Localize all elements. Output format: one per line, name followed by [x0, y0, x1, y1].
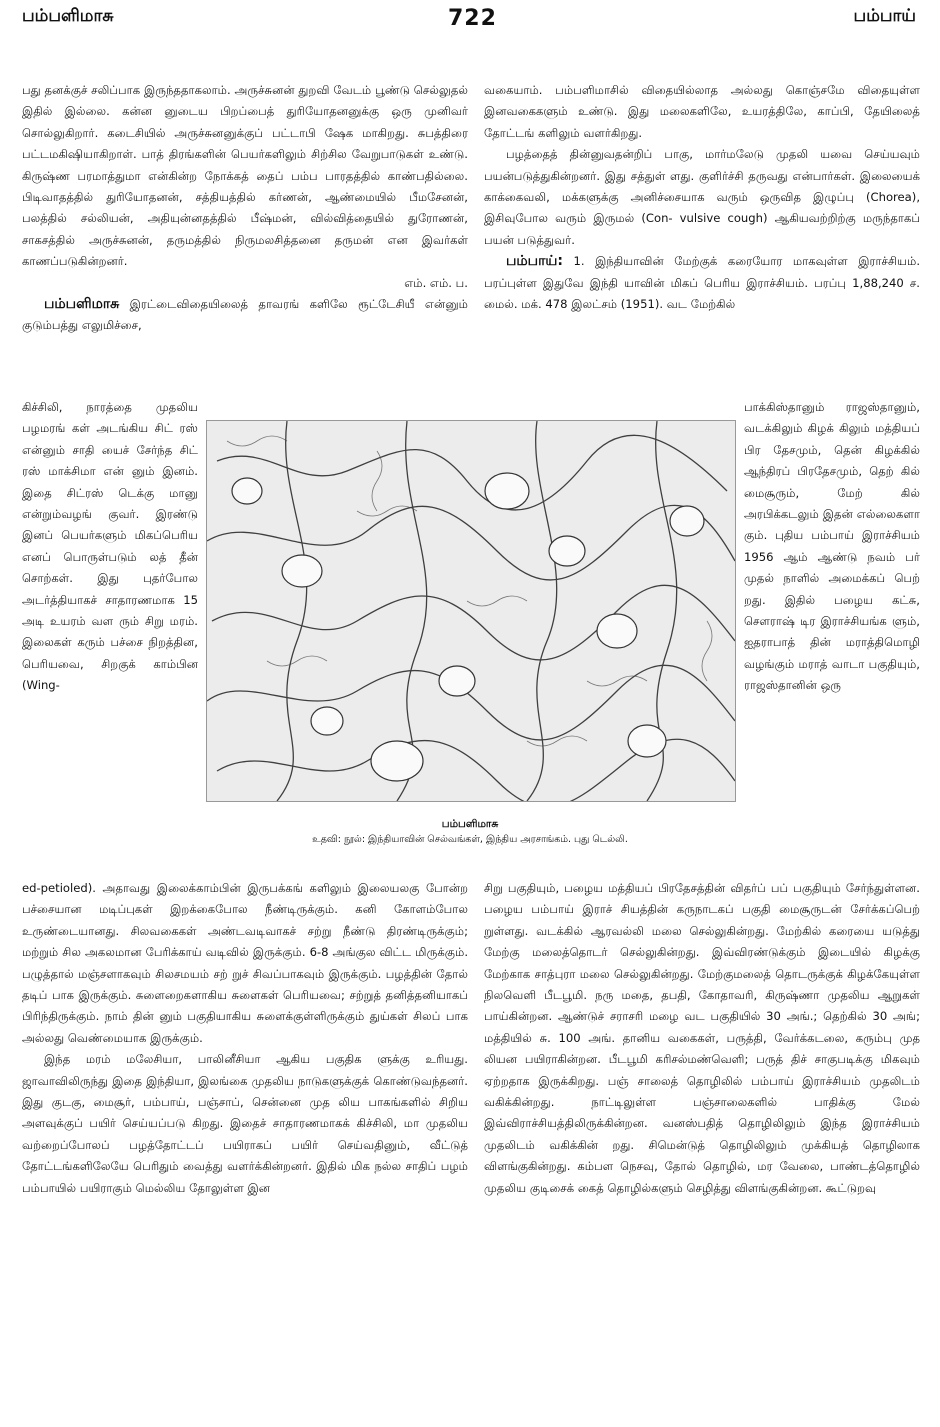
mahabharata-paragraph: பது தனக்குச் சலிப்பாக இருந்ததாகலாம். அருச்சுனன் துறவி வேடம் பூண்டு செல்லுதல் இதில் இல்லை. கன்ன னுடைய பிறப்பைத் துரியோதனனுக்கு ஒரு முனிவர் சொல்லுகிறார். கடைசியில் அருச்சுனனுக்குப் பட்டாபி ஷேக மாகிறது. சுபத்திரை பட்டமகிஷியாகிறாள். பாத் திரங்களின் பெயர்களிலும் சிற்சில வேறுபாடுகள் உண்டு. கிருஷ்ண பரமாத்துமா என்கின்ற நோக்கத் தைப் பம்ப பாரதத்தில் காண்பதில்லை. பிடிவாதத்தில் துரியோதனன், சத்தியத்தில் கர்ணன், ஆண்மையில் பீமசேனன், பலத்தில் சல்லியன், அதியுன்னதத்தில் பீஷ்மன், வில்வித்தையில் துரோணன், சாகசத்தில் அருச்சுனன், தருமத்தில் நிருமலசித்தனை தருமன் என இவர்கள் காணப்படுகின்றனர். [22, 83, 468, 269]
page-number: 722 [448, 6, 497, 31]
pomelo-distribution-paragraph: இந்த மரம் மலேசியா, பாலினீசியா ஆகிய பகுதிக ளுக்கு உரியது. ஜாவாவிலிருந்து இதை இந்தியா, இலங்கை முதலிய நாடுகளுக்குக் கொண்டுவந்தனர். இது குடகு, மைசூர், பம்பாய், பஞ்சாப், சென்னை முத லிய பாகங்களில் சிறிய அளவுக்குப் பயிர் செய்யப்படு கிறது. இதைச் சாதாரணமாகக் கிச்சிலி, மா முதலிய வற்றைப்போலப் பழத்தோட்டப் பயிராகப் பயிர் செய்வதினும், வீட்டுத் தோட்டங்களிலேயே பெரிதும் வைத்து வளர்க்கின்றனர். இதில் மிக நல்ல சாதிப் பழம் பம்பாயில் பயிராகும் மெல்லிய தோலுள்ள இன [22, 1052, 468, 1195]
pomelo-uses-paragraph: பழத்தைத் தின்னுவதன்றிப் பாகு, மார்மலேடு முதலி யவை செய்யவும் பயன்படுத்துகின்றனர். இது சத்துள் ளது. குளிர்ச்சி தருவது என்பார்கள். இலையைக் காக்கைவலி, மக்களுக்கு அனிச்சையாக வரும் ஒருவித இழுப்பு (Chorea), இசிவுபோல வரும் இருமல் (Con- vulsive cough) ஆகியவற்றிற்கு மருந்தாகப் பயன் படுத்துவர். [484, 147, 920, 247]
pomelo-intro-text: இரட்டைவிதையிலைத் தாவரங் களிலே ரூட்டேசியீ என்னும் குடும்பத்து எலுமிச்சை, [22, 297, 469, 333]
headword-pomelo: பம்பளிமாசு [44, 296, 120, 313]
pomelo-entry-intro [22, 294, 468, 337]
bombay-geography-paragraph: சிறு பகுதியும், பழைய மத்தியப் பிரதேசத்தின் விதர்ப் பப் பகுதியும் சேர்ந்துள்ளன. பழைய பம்பாய் இராச் சியத்தின் கருநாடகப் பகுதி மைசூருடன் சேர்க்கப்பெற் றுள்ளது. வடக்கில் ஆரவல்லி மலை செல்லுகின்றது. மேற்கில் கரையை யடுத்து மேற்கு மலைத்தொடர் செல்லுகின்றது. இவ்விரண்டுக்கும் இடையில் கிழக்கு மேற்காக சாத்புரா மலை செல்லுகின்றது. மேற்குமலைத் தொடருக்குக் கிழக்கேயுள்ள நிலவெளி பீடபூமி. நரு மதை, தபதி, கோதாவரி, கிருஷ்ணா முதலிய ஆறுகள் பாய்கின்றன. ஆண்டுச் சராசரி மழை வட பகுதியில் 30 அங்.; தெற்கில் 30 அங்; மத்தியில் சு. 100 அங். தானிய வகைகள், பருத்தி, வேர்க்கடலை, கரும்பு முத லியன பயிராகின்றன. பீடபூமி கரிசல்மண்வெளி; பருத் திச் சாகுபடிக்கு மிகவும் ஏற்றதாக இருக்கிறது. பஞ் சாலைத் தொழிலில் பம்பாய் இராச்சியம் முதலிடம் வகிக்கின்றது. நாட்டிலுள்ள பஞ்சாலைகளில் பாதிக்கு மேல் இவ்விராச்சியத்திலிருக்கின்றன. வனஸ்பதித் தொழிலிலும் இந்த இராச்சியம் முதலிடம் வகிக்கின் றது. சிமென்டுத் தொழிலிலும் முக்கியத் தொழிலாக விளங்குகின்றது. கம்பள நெசவு, தோல் தொழில், மர வேலை, பாண்டத்தொழில் முதலிய குடிசைக் கைத் தொழில்களும் செழித்து விளங்குகின்றன. கூட்டுறவு [484, 881, 920, 1195]
bombay-borders-wrapped: பாக்கிஸ்தானும் ராஜஸ்தானும், வடக்கிலும் கிழக் கிலும் மத்தியப் பிர தேசமும், தென் கிழக்கில் ஆந்திரப் பிரதேசமும், தெற் கில் மைசூரும், மேற் கில் அரபிக்கடலும் இதன் எல்லைகளா கும். புதிய பம்பாய் இராச்சியம் 1956 ஆம் ஆண்டு நவம் பர் முதல் நாளில் அமைக்கப் பெற் றது. இதில் பழைய கட்சு, சௌராஷ் டிர இராச்சியங்க ளும், ஐதராபாத் தின் மராத்திமொழி வழங்கும் மராத் வாடா பகுதியும், ராஜஸ்தானின் ஒரு [744, 400, 920, 693]
right-column-top [484, 80, 920, 315]
figure-caption [206, 816, 734, 848]
left-wrap-text [22, 397, 198, 697]
right-column-bottom [484, 878, 920, 1199]
pomelo-tree-photo [206, 420, 736, 802]
running-head-right: பம்பாய் [853, 6, 916, 26]
pomelo-description-wrapped: கிச்சிலி, நாரத்தை முதலிய பழமரங் கள் அடங்கிய சிட் ரஸ் என்னும் சாதி யைச் சேர்ந்த சிட் ரஸ் மாக்சிமா என் னும் இனம். இதை சிட்ரஸ் டெக்கு மானு என்றும்வழங் குவர். இரண்டு இனப் பெயர்களும் மிகப்பெரிய எனப் பொருள்படும் லத் தீன் சொற்கள். இது புதர்போல அடர்த்தியாகச் சாதாரணமாக 15 அடி உயரம் வள ரும் சிறு மரம். இலைகள் கரும் பச்சை நிறத்தின, பெரியவை, சிறகுக் காம்பின (Wing- [22, 400, 198, 693]
left-column-bottom [22, 878, 468, 1199]
left-column-top [22, 80, 468, 337]
bombay-intro-text: 1. இந்தியாவின் மேற்குக் கரையோர மாகவுள்ள இராச்சியம். பரப்புள்ள இதுவே இந்தி யாவின் மிகப் பெரிய இராச்சியம். பரப்பு 1,88,240 ச. மைல். மக். 478 இலட்சம் (1951). வட மேற்கில் [484, 254, 920, 312]
running-head-left: பம்பளிமாசு [22, 6, 114, 26]
pomelo-fruit-paragraph: ed-petioled). அதாவது இலைக்காம்பின் இருபக்கங் களிலும் இலையலகு போன்ற பச்சையான மடிப்புகள் இறக்கைபோல நீண்டிருக்கும். கனி கோளம்போல உருண்டையானது. சிலவகைகள் அண்டவடிவாகச் சற்று நீண்டு திரண்டிருக்கும்; மற்றும் சில அகலமான பேரிக்காய் வடிவில் இருக்கும். 6-8 அங்குல விட்ட மிருக்கும். பழுத்தால் மஞ்சளாகவும் சிலசமயம் சற் றுச் சிவப்பாகவும் இருக்கும். பழத்தின் தோல் தடிப் பாக இருக்கும். சுளைறைகளாகிய சுளைகள் பெரியவை; சற்றுத் தனித்தனியாகப் பிரிந்திருக்கும். நாம் தின் னும் பகுதியாகிய சுளைக்குள்ளிருக்கும் துய்கள் சிலப் பாக அல்லது வெண்மையாக இருக்கும். [22, 881, 468, 1045]
caption-credit: உதவி: நூல்: இந்தியாவின் செல்வங்கள், இந்திய அரசாங்கம். புது டெல்லி. [312, 834, 628, 845]
caption-title: பம்பளிமாசு [441, 818, 499, 830]
pomelo-varieties-paragraph: வகையாம். பம்பளிமாசில் விதையில்லாத அல்லது கொஞ்சமே விதையுள்ள இனவகைகளும் உண்டு. இது மலைகளிலே, உயரத்திலே, காப்பி, தேயிலைத் தோட்டங் களிலும் வளர்கிறது. [484, 83, 920, 140]
headword-bombay: பம்பாய்: [506, 253, 564, 270]
author-initials: எம். எம். ப. [404, 275, 468, 290]
bombay-entry-intro [484, 251, 920, 315]
right-wrap-text [744, 397, 920, 697]
